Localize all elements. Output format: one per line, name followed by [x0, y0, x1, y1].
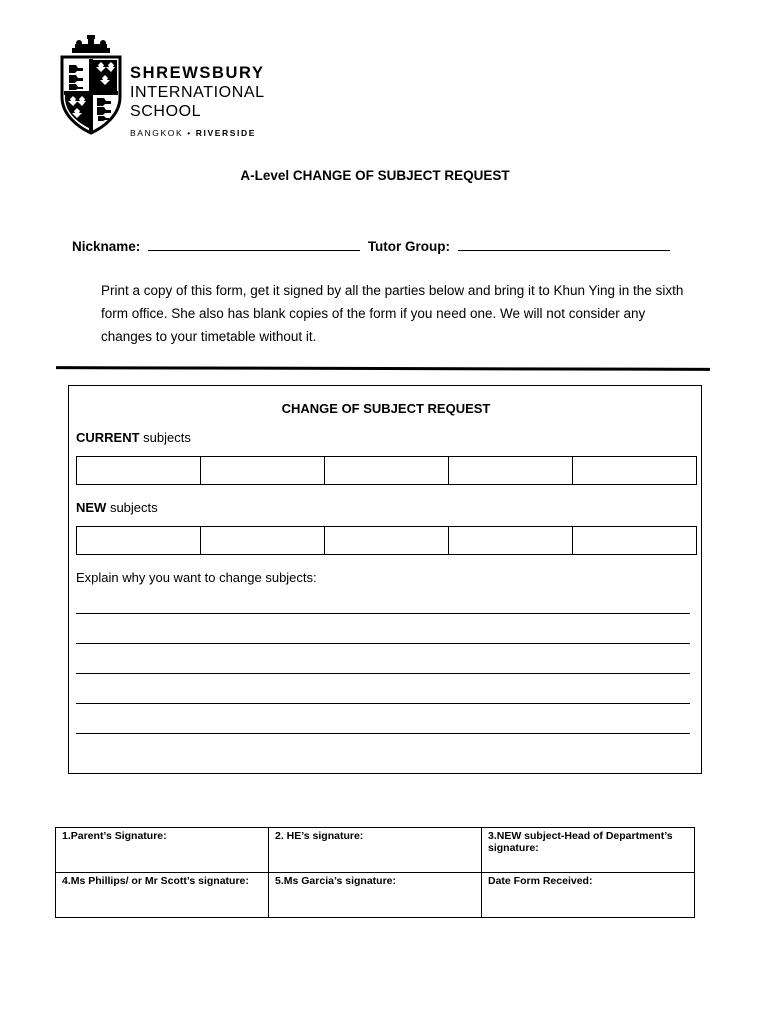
signatures-table [55, 827, 695, 918]
phillips-scott-signature-cell[interactable]: 4.Ms Phillips/ or Mr Scott’s signature: [56, 873, 269, 918]
change-request-box [68, 385, 702, 774]
tutor-group-field[interactable] [458, 238, 670, 251]
current-subject-cell-5[interactable] [573, 457, 696, 484]
new-subjects-label [76, 500, 158, 515]
new-subjects-grid [76, 526, 697, 555]
he-signature-cell[interactable]: 2. HE’s signature: [269, 828, 482, 873]
signature-row [56, 828, 695, 873]
current-subject-cell-1[interactable] [77, 457, 201, 484]
reason-line-2[interactable] [76, 643, 690, 644]
school-logo [58, 35, 288, 140]
student-info-row [72, 238, 674, 254]
current-label-bold: CURRENT [76, 430, 140, 445]
section-divider [56, 366, 710, 371]
new-subject-cell-3[interactable] [325, 527, 449, 554]
reason-line-5[interactable] [76, 733, 690, 734]
request-box-title: CHANGE OF SUBJECT REQUEST [281, 401, 491, 416]
school-name [130, 65, 265, 137]
head-of-department-signature-cell[interactable]: 3.NEW subject-Head of Department’s signature: [482, 828, 695, 873]
nickname-label: Nickname: [72, 239, 141, 254]
location-city: BANGKOK [130, 127, 184, 138]
signature-row [56, 873, 695, 918]
school-name-line2: INTERNATIONAL [130, 83, 265, 101]
new-subject-cell-4[interactable] [449, 527, 573, 554]
school-crest-icon [58, 35, 124, 135]
nickname-field[interactable] [148, 238, 360, 251]
date-received-cell[interactable]: Date Form Received: [482, 873, 695, 918]
explain-label: Explain why you want to change subjects: [76, 570, 317, 585]
school-name-line3: SCHOOL [130, 102, 202, 120]
new-subject-cell-1[interactable] [77, 527, 201, 554]
new-subject-cell-2[interactable] [201, 527, 325, 554]
reason-line-4[interactable] [76, 703, 690, 704]
garcia-signature-cell[interactable]: 5.Ms Garcia’s signature: [269, 873, 482, 918]
current-label-rest: subjects [139, 430, 191, 445]
parent-signature-cell[interactable]: 1.Parent’s Signature: [56, 828, 269, 873]
reason-line-3[interactable] [76, 673, 690, 674]
location-separator: • [187, 127, 192, 138]
current-subjects-label [76, 430, 191, 445]
reason-line-1[interactable] [76, 613, 690, 614]
location-campus: RIVERSIDE [195, 127, 256, 138]
new-label-bold: NEW [76, 500, 107, 515]
tutor-group-label: Tutor Group: [367, 239, 451, 254]
current-subject-cell-3[interactable] [325, 457, 449, 484]
form-title: A-Level CHANGE OF SUBJECT REQUEST [240, 168, 510, 183]
current-subjects-grid [76, 456, 697, 485]
new-subject-cell-5[interactable] [573, 527, 696, 554]
school-location [130, 129, 265, 138]
school-name-line1: SHREWSBURY [130, 64, 265, 82]
new-label-rest: subjects [106, 500, 158, 515]
instructions-text: Print a copy of this form, get it signed by all the parties below and bring it to Khun Ying in the sixth form office. She also has blank copies of the form if you need one. We will not consider any changes to your timetable without it. [101, 283, 684, 344]
current-subject-cell-4[interactable] [449, 457, 573, 484]
current-subject-cell-2[interactable] [201, 457, 325, 484]
